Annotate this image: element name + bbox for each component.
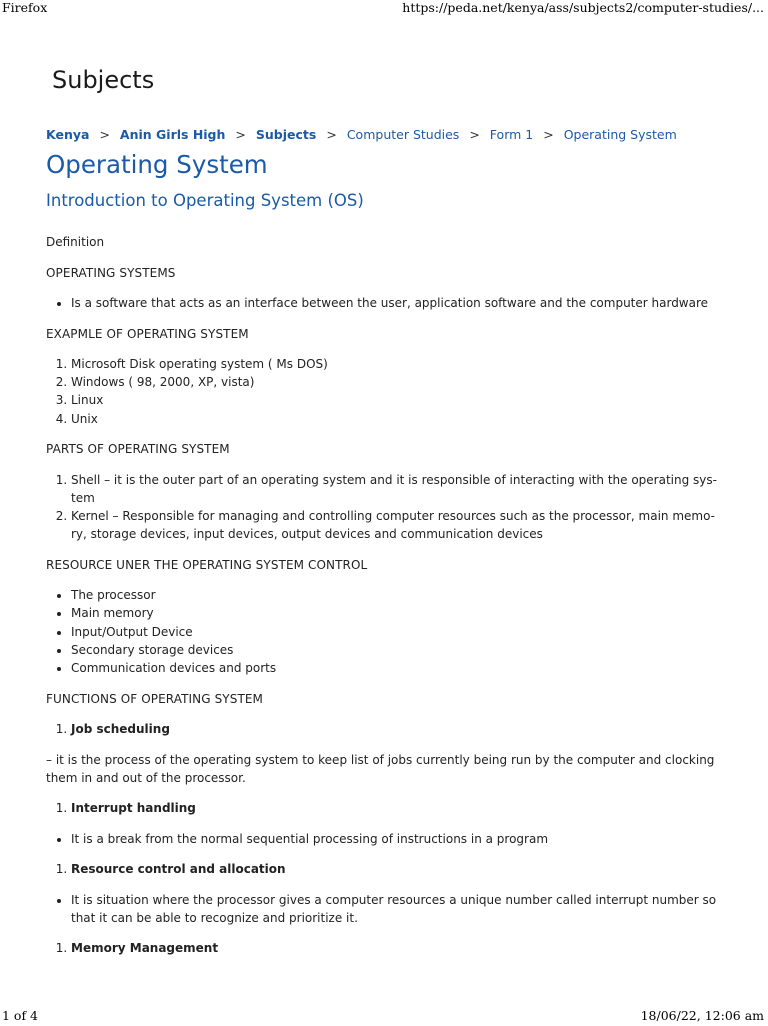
list-item: 4. Unix: [71, 410, 726, 428]
list-item: • Main memory: [71, 604, 726, 622]
list-item: • It is a break from the normal sequential processing of instructions in a program: [71, 830, 726, 848]
parts-list: [46, 471, 726, 544]
list-item: 1. Shell – it is the outer part of an operating system and it is responsible of interacting with the operating sys-tem: [71, 471, 726, 507]
resources-list: [46, 586, 726, 677]
function-title: Interrupt handling: [71, 801, 196, 816]
list-item: • Secondary storage devices: [71, 641, 726, 659]
print-timestamp: 18/06/22, 12:06 am: [640, 1008, 764, 1023]
breadcrumb-separator: >: [99, 127, 110, 142]
list-item: 1. Microsoft Disk operating system ( Ms DOS): [71, 355, 726, 373]
interrupt-description-list: [46, 830, 726, 848]
function-description: – it is the process of the operating system to keep list of jobs currently being run by the computer and clocking them in and out of the processor.: [46, 752, 715, 785]
breadcrumb: [46, 127, 677, 142]
article-body: [46, 233, 726, 970]
list-item: • Communication devices and ports: [71, 659, 726, 677]
print-footer: [0, 1008, 768, 1026]
page-title: Operating System: [46, 150, 268, 179]
list-item: • Is a software that acts as an interface between the user, application software and the computer hardware: [71, 294, 726, 312]
function-job-scheduling: [46, 720, 726, 738]
function-interrupt-handling: [46, 799, 726, 817]
breadcrumb-item-kenya[interactable]: Kenya: [46, 127, 90, 142]
definition-label: Definition: [46, 235, 105, 249]
breadcrumb-item-operating-system[interactable]: Operating System: [563, 127, 677, 142]
heading-operating-systems: OPERATING SYSTEMS: [46, 265, 176, 280]
resource-description-list: [46, 891, 726, 927]
heading-resources: RESOURCE UNER THE OPERATING SYSTEM CONTROL: [46, 557, 368, 572]
function-title: Memory Management: [71, 941, 219, 956]
site-title[interactable]: Subjects: [52, 66, 155, 94]
section-title: Introduction to Operating System (OS): [46, 191, 364, 210]
list-item: [71, 720, 726, 738]
breadcrumb-separator: >: [469, 127, 480, 142]
function-title: Job scheduling: [71, 722, 170, 737]
list-item: • It is situation where the processor gives a computer resources a unique number called interrupt number so that it can be able to recognize and prioritize it.: [71, 891, 726, 927]
page-url: https://peda.net/kenya/ass/subjects2/computer-studies/...: [402, 0, 764, 15]
breadcrumb-separator: >: [235, 127, 246, 142]
function-memory-management: [46, 939, 726, 957]
print-header: [0, 0, 768, 18]
heading-examples: EXAPMLE OF OPERATING SYSTEM: [46, 326, 249, 341]
list-item: [71, 799, 726, 817]
breadcrumb-separator: >: [326, 127, 337, 142]
browser-name: Firefox: [2, 0, 48, 15]
list-item: [71, 860, 726, 878]
function-resource-control: [46, 860, 726, 878]
list-item: 2. Kernel – Responsible for managing and controlling computer resources such as the processor, main memo-ry, storage devices, input devices, output devices and communication devices: [71, 507, 726, 543]
function-title: Resource control and allocation: [71, 862, 286, 877]
list-item: • The processor: [71, 586, 726, 604]
breadcrumb-item-school[interactable]: Anin Girls High: [119, 127, 226, 142]
page-indicator: 1 of 4: [2, 1008, 39, 1023]
breadcrumb-item-subjects[interactable]: Subjects: [255, 127, 317, 142]
breadcrumb-separator: >: [543, 127, 554, 142]
breadcrumb-item-form-1[interactable]: Form 1: [489, 127, 534, 142]
heading-functions: FUNCTIONS OF OPERATING SYSTEM: [46, 691, 264, 706]
breadcrumb-item-computer-studies[interactable]: Computer Studies: [346, 127, 460, 142]
heading-parts: PARTS OF OPERATING SYSTEM: [46, 442, 230, 457]
os-definition-list: [46, 294, 726, 312]
examples-list: [46, 355, 726, 428]
list-item: • Input/Output Device: [71, 623, 726, 641]
list-item: 3. Linux: [71, 391, 726, 409]
list-item: 2. Windows ( 98, 2000, XP, vista): [71, 373, 726, 391]
list-item: [71, 939, 726, 957]
